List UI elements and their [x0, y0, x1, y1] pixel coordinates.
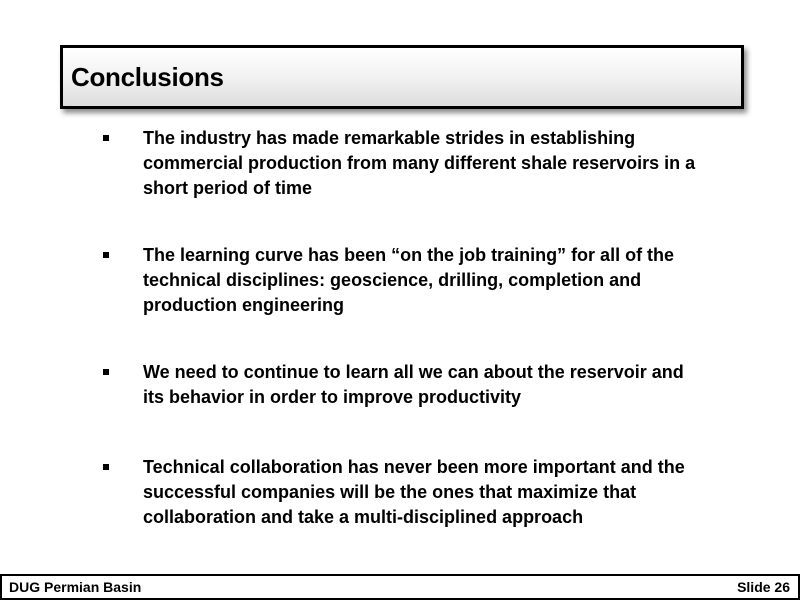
- bullet-text: The learning curve has been “on the job training” for all of the technical disciplines: geoscience, drilling, completion and production engineering: [143, 245, 675, 315]
- square-bullet-icon: [103, 369, 109, 375]
- list-item: [100, 126, 700, 201]
- footer-bar: [0, 574, 800, 600]
- bullet-text: The industry has made remarkable strides in establishing commercial production from many different shale reservoirs in a short period of time: [143, 128, 696, 198]
- list-item: [100, 455, 700, 530]
- list-item: [100, 360, 700, 410]
- square-bullet-icon: [103, 135, 109, 141]
- list-item: [100, 243, 700, 318]
- footer-event-name: DUG Permian Basin: [9, 579, 142, 595]
- slide-number: Slide 26: [737, 579, 790, 595]
- square-bullet-icon: [103, 464, 109, 470]
- square-bullet-icon: [103, 252, 109, 258]
- bullet-text: Technical collaboration has never been more important and the successful companies will be the ones that maximize that collaboration and take a multi-disciplined approach: [143, 457, 685, 527]
- bullet-list: [100, 126, 700, 572]
- bullet-text: We need to continue to learn all we can about the reservoir and its behavior in order to improve productivity: [143, 362, 684, 407]
- title-box: [60, 45, 744, 109]
- slide-title: Conclusions: [71, 62, 224, 92]
